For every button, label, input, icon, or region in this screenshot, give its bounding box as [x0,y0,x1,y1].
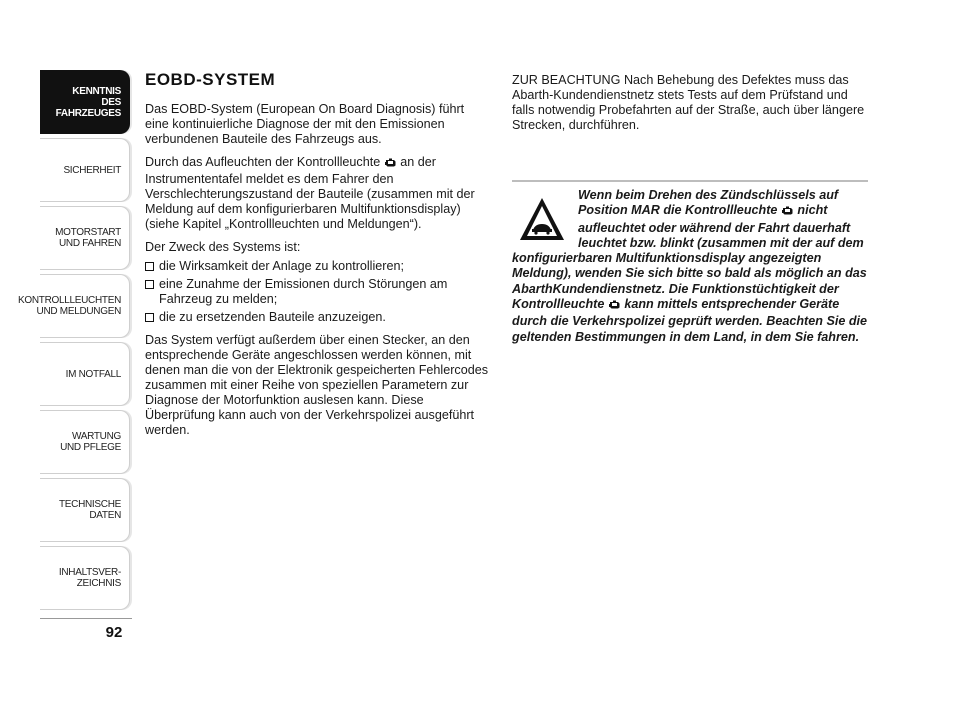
purpose-intro: Der Zweck des Systems ist: [145,240,301,254]
warning-light-text-before: Durch das Aufleuchten der Kontrollleuchte [145,155,381,169]
warning-box [512,180,868,345]
tab-inhaltsverzeichnis[interactable] [40,546,130,610]
tab-label: KONTROLLLEUCHTEN UND MELDUNGEN [18,295,121,317]
list-item [145,310,490,325]
warning-triangle-car-icon [518,196,566,242]
section-title: EOBD-SYSTEM [145,70,276,89]
tab-label: INHALTSVER- ZEICHNIS [58,567,121,589]
attention-note: ZUR BEACHTUNG Nach Behebung des Defektes muss das Abarth-Kundendienstnetz stets Tests auf dem Prüfstand und falls notwendig Probefahrten auf der Straße, auch über längere Strecken, durchführen. [512,73,865,132]
list-item-text: die Wirksamkeit der Anlage zu kontrollieren; [159,259,404,273]
warning-light-paragraph [145,155,490,232]
checkbox-bullet-icon [145,313,154,322]
warning-divider [512,180,868,182]
tab-kontrollleuchten-und-meldungen[interactable] [18,274,130,338]
engine-warning-light-icon [781,205,794,220]
checkbox-bullet-icon [145,262,154,271]
intro-paragraph: Das EOBD-System (European On Board Diagnosis) führt eine kontinuierliche Diagnose der mit den Emissionen verbundenen Bauteile des Fahrzeugs aus. [145,102,465,146]
purpose-list [145,259,490,325]
engine-warning-light-icon [384,157,397,172]
warning-text-part1: Wenn beim Drehen des Zündschlüssels auf Position MAR die Kontrollleuchte [578,188,839,218]
warning-light-text-after: an der Instrumententafel meldet es dem Fahrer den Verschlechterungszustand der Bauteile (zusammen mit der Meldung auf dem konfigurierbaren Multifunktionsdisplay) (siehe Kapitel „Kontrollleuchten und Meldungen“). [145,155,475,231]
tab-motorstart-und-fahren[interactable] [40,206,130,270]
tab-label: IM NOTFALL [65,368,121,380]
tab-label: WARTUNG UND PFLEGE [60,431,121,453]
page-number: 92 [105,624,123,641]
list-item-text: eine Zunahme der Emissionen durch Störungen am Fahrzeug zu melden; [159,277,448,306]
checkbox-bullet-icon [145,280,154,289]
tab-label: TECHNISCHE DATEN [58,499,121,521]
warning-text-part3: kann mittels entsprechender Geräte durch die Verkehrspolizei geprüft werden. Beachten Sie die geltenden Bestimmungen in dem Land, in dem Sie fahren. [512,297,868,344]
tab-im-notfall[interactable] [40,342,130,406]
list-item [145,259,490,274]
list-item [145,277,490,307]
main-content [145,70,490,446]
tab-label: SICHERHEIT [63,164,121,176]
list-item-text: die zu ersetzenden Bauteile anzuzeigen. [159,310,386,324]
sidebar-divider [40,618,132,619]
tab-kenntnis-des-fahrzeuges[interactable] [40,70,130,134]
warning-text-part2: nicht aufleuchtet oder während der Fahrt dauerhaft leuchtet bzw. blinkt (zusammen mit der auf dem konfigurierbaren Multifunktionsdisplay angezeigten Meldung), wenden Sie sich bitte so bald als möglich an das AbarthKundendienstnetz. Die Funktionstüchtigkeit der Kontrollleuchte [512,203,867,312]
right-column [512,73,868,133]
tab-label: KENNTNIS DES FAHRZEUGES [55,85,121,119]
tab-technische-daten[interactable] [40,478,130,542]
tab-sicherheit[interactable] [40,138,130,202]
engine-warning-light-icon [608,299,621,314]
sidebar-nav [18,70,132,620]
connector-paragraph: Das System verfügt außerdem über einen Stecker, an den entsprechende Geräte angeschlossen werden können, mit denen man die von der Elektronik gespeicherten Fehlercodes zusammen mit einer Reihe von speziellen Parametern zur Diagnose der Motorfunktion auslesen kann. Diese Überprüfung kann auch von der Verkehrspolizei ausgeführt werden. [145,333,489,437]
tab-wartung-und-pflege[interactable] [40,410,130,474]
tab-label: MOTORSTART UND FAHREN [55,227,121,249]
